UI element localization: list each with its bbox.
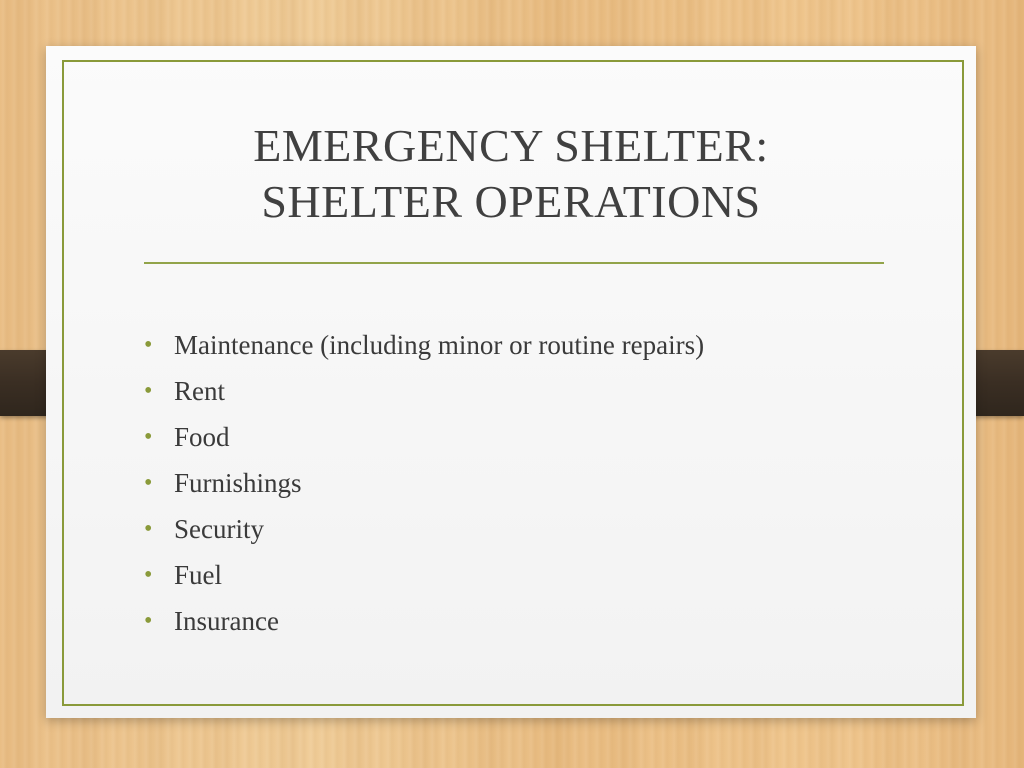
- bullet-text: Insurance: [174, 606, 279, 636]
- bullet-text: Maintenance (including minor or routine repairs): [174, 330, 705, 360]
- bullet-item: [142, 552, 704, 598]
- bullet-item: [142, 368, 704, 414]
- slide-paper: [46, 46, 976, 718]
- bullet-dot-icon: •: [144, 332, 153, 358]
- bullet-text: Rent: [174, 376, 225, 406]
- bullet-text: Fuel: [174, 560, 223, 590]
- bullet-item: [142, 598, 704, 644]
- bullet-item: [142, 414, 704, 460]
- title-divider: [144, 262, 884, 264]
- bullet-dot-icon: •: [144, 424, 153, 450]
- bullet-item: [142, 322, 704, 368]
- bullet-dot-icon: •: [144, 516, 153, 542]
- bullet-dot-icon: •: [144, 378, 153, 404]
- bullet-item: [142, 460, 704, 506]
- slide-title-line-1: EMERGENCY SHELTER:: [253, 120, 769, 171]
- bullet-dot-icon: •: [144, 562, 153, 588]
- bullet-list: [142, 322, 704, 644]
- slide-title-line-2: SHELTER OPERATIONS: [261, 176, 761, 227]
- slide-title: [46, 118, 976, 230]
- bullet-text: Furnishings: [174, 468, 302, 498]
- bullet-text: Security: [174, 514, 264, 544]
- bullet-dot-icon: •: [144, 608, 153, 634]
- bullet-text: Food: [174, 422, 230, 452]
- bullet-dot-icon: •: [144, 470, 153, 496]
- bullet-item: [142, 506, 704, 552]
